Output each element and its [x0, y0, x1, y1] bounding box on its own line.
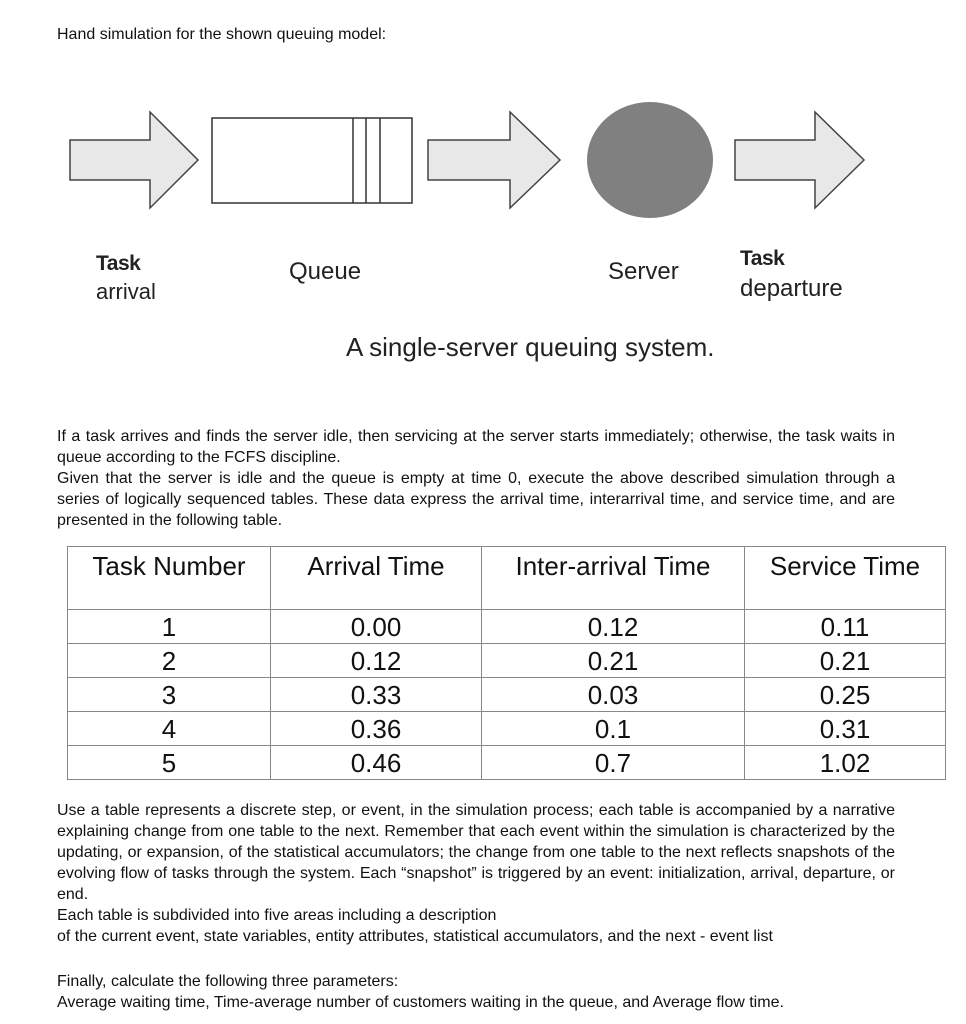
table-cell: 3 [68, 678, 271, 712]
departure-arrow-icon [735, 112, 864, 208]
table-cell: 0.12 [482, 610, 745, 644]
instructions-paragraph-1: Use a table represents a discrete step, or event, in the simulation process; each table is accompanied by a narrative explaining change from one table to the next. Remember that each event within the simulation is characterized by the updating, or expansion, of the statistical accumulators; the change from one table to the next reflects snapshots of the evolving flow of tasks through the system. Each “snapshot” is triggered by an event: initialization, arrival, departure, or end. [57, 802, 895, 903]
table-cell: 0.1 [482, 712, 745, 746]
table-cell: 0.36 [271, 712, 482, 746]
table-row [68, 610, 946, 644]
final-text [57, 971, 895, 1013]
table-row [68, 678, 946, 712]
table-cell: 0.33 [271, 678, 482, 712]
table-header-row [68, 547, 946, 610]
table-row [68, 712, 946, 746]
final-paragraph-2: Average waiting time, Time-average number of customers waiting in the queue, and Average flow time. [57, 994, 784, 1011]
table-cell: 0.03 [482, 678, 745, 712]
header-inter-arrival-time: Inter-arrival Time [482, 547, 745, 610]
table-cell: 0.21 [745, 644, 946, 678]
instructions-text [57, 800, 895, 947]
task-arrival-line1: Task [96, 252, 141, 275]
instructions-paragraph-2: Each table is subdivided into five areas including a description [57, 907, 497, 924]
table-cell: 5 [68, 746, 271, 780]
table-cell: 4 [68, 712, 271, 746]
table-row [68, 644, 946, 678]
table-cell: 1.02 [745, 746, 946, 780]
table-cell: 0.12 [271, 644, 482, 678]
server-circle-icon [587, 102, 713, 218]
table-cell: 0.31 [745, 712, 946, 746]
task-arrival-line2: arrival [96, 279, 156, 304]
task-departure-line2: departure [740, 275, 843, 302]
task-departure-label [740, 244, 843, 304]
table-cell: 0.25 [745, 678, 946, 712]
table-cell: 0.21 [482, 644, 745, 678]
task-data-table [67, 546, 946, 780]
queue-to-server-arrow-icon [428, 112, 560, 208]
table-cell: 2 [68, 644, 271, 678]
header-service-time: Service Time [745, 547, 946, 610]
table-row [68, 746, 946, 780]
arrival-arrow-icon [70, 112, 198, 208]
task-departure-line1: Task [740, 247, 785, 270]
table-cell: 0.11 [745, 610, 946, 644]
header-arrival-time: Arrival Time [271, 547, 482, 610]
table-cell: 0.7 [482, 746, 745, 780]
intro-text [57, 426, 895, 531]
intro-paragraph-1: If a task arrives and finds the server idle, then servicing at the server starts immediately; otherwise, the task waits in queue according to the FCFS discipline. [57, 428, 895, 466]
instructions-paragraph-3: of the current event, state variables, entity attributes, statistical accumulators, and the next - event list [57, 928, 773, 945]
server-label: Server [608, 258, 679, 285]
table-cell: 0.46 [271, 746, 482, 780]
table-cell: 1 [68, 610, 271, 644]
diagram-caption: A single-server queuing system. [346, 332, 715, 362]
queue-label: Queue [289, 258, 362, 285]
intro-paragraph-2: Given that the server is idle and the queue is empty at time 0, execute the above described simulation through a series of logically sequenced tables. These data express the arrival time, interarrival time, and service time, and are presented in the following table. [57, 470, 895, 529]
table-cell: 0.00 [271, 610, 482, 644]
page-heading: Hand simulation for the shown queuing model: [57, 26, 387, 43]
header-task-number: Task Number [68, 547, 271, 610]
task-arrival-label [96, 250, 156, 306]
queue-box [212, 118, 412, 203]
final-paragraph-1: Finally, calculate the following three parameters: [57, 973, 399, 990]
